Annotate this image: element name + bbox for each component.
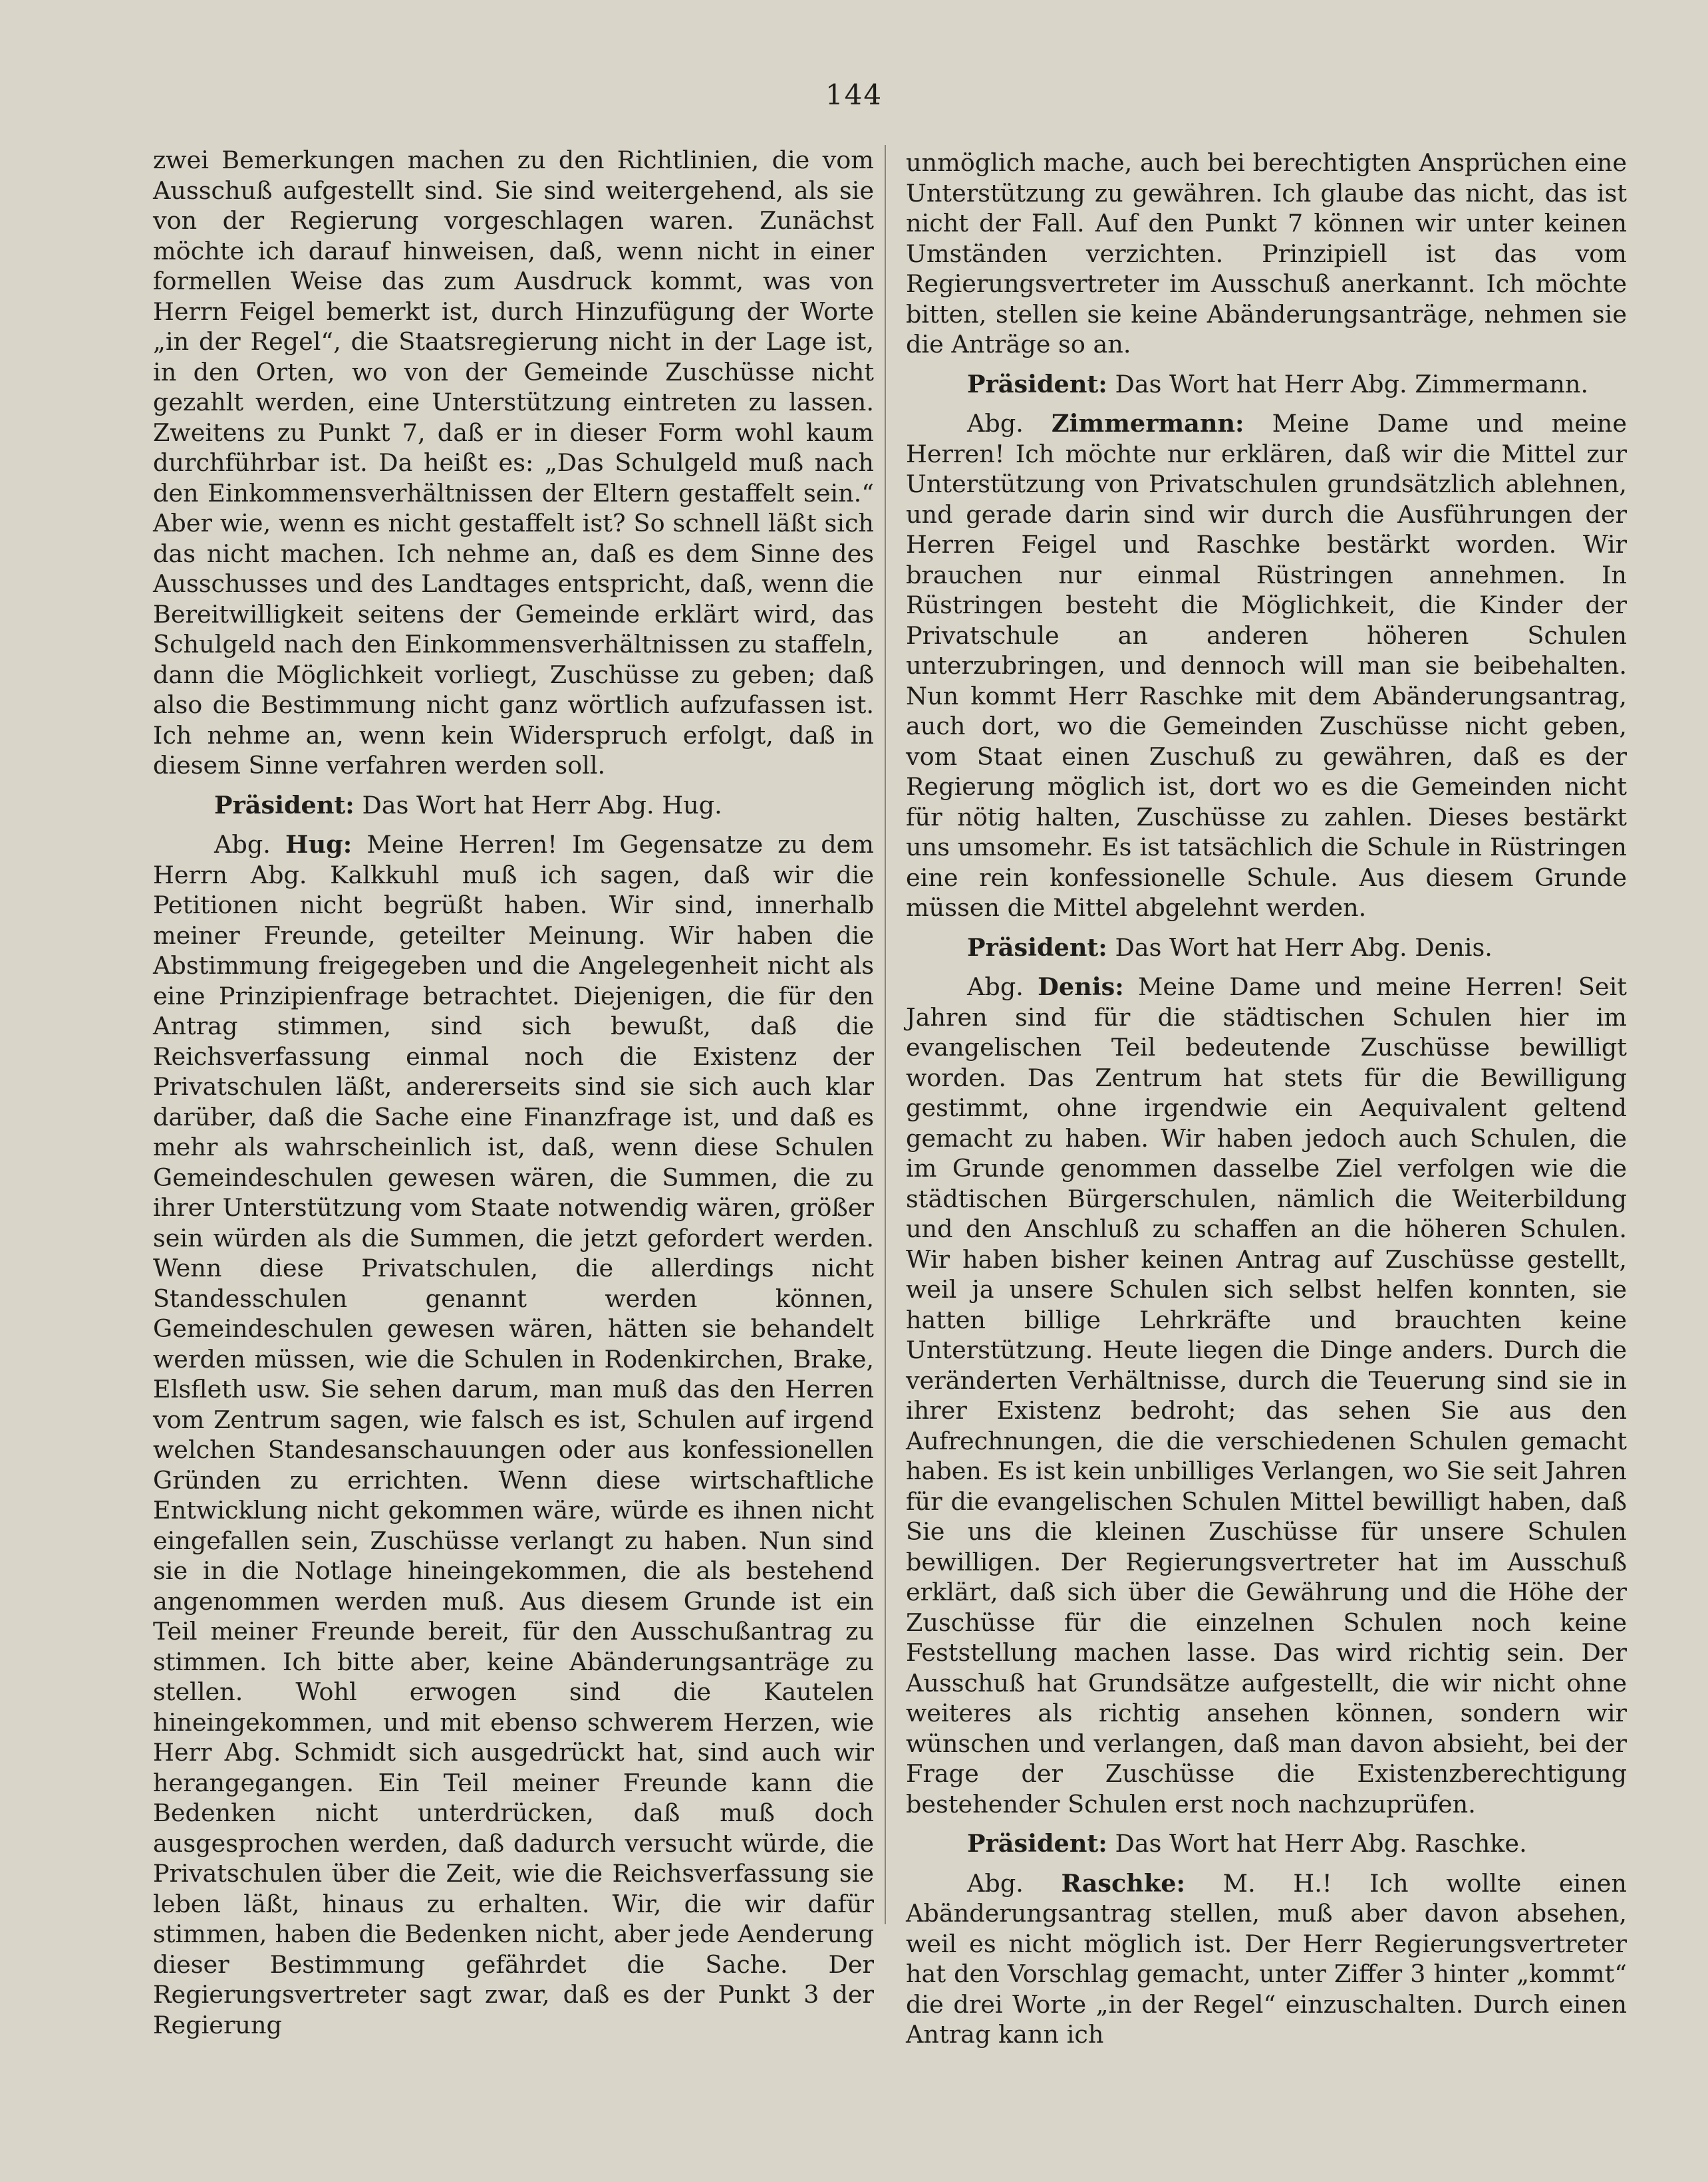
speech-text: Das Wort hat Herr Abg. Denis. (1115, 933, 1493, 962)
speech-heading (906, 933, 1627, 963)
speech-heading (906, 1828, 1627, 1859)
speech-text: Das Wort hat Herr Abg. Raschke. (1115, 1829, 1527, 1858)
speech-text: M. H.! Ich wollte einen Abänderungsantrag stellen, muß aber davon absehen, weil es nicht möglich ist. Der Herr Regierungsvertreter hat den Vorschlag gemacht, unter Ziffer 3 hinter „kommt“ die drei Worte „in der Regel“ einzuschalten. Durch einen Antrag kann ich (906, 1868, 1627, 2049)
abg-prefix: Abg. (967, 1868, 1024, 1898)
left-column (153, 145, 874, 2040)
speech-text: Meine Dame und meine Herren! Ich möchte nur erklären, daß wir die Mittel zur Unterstützung von Privatschulen grundsätzlich ablehnen, und gerade darin sind wir durch die Ausführungen der Herren Feigel und Raschke bestärkt worden. Wir brauchen nur einmal Rüstringen annehmen. In Rüstringen besteht die Möglichkeit, die Kinder der Privatschule an anderen höheren Schulen unterzubringen, und dennoch will man sie beibehalten. Nun kommt Herr Raschke mit dem Abänderungsantrag, auch dort, wo die Gemeinden Zuschüsse nicht geben, vom Staat einen Zuschuß zu gewähren, daß es der Regierung möglich ist, dort wo es die Gemeinden nicht für nötig halten, Zuschüsse zu zahlen. Dieses bestärkt uns umsomehr. Es ist tatsächlich die Schule in Rüstringen eine rein konfessionelle Schule. Aus diesem Grunde müssen die Mittel abgelehnt werden. (906, 409, 1627, 922)
speech-text: Meine Dame und meine Herren! Seit Jahren sind für die städtischen Schulen hier im evangelischen Teil bedeutende Zuschüsse bewilligt worden. Das Zentrum hat stets für die Bewilligung gestimmt, ohne irgendwie ein Aequivalent geltend gemacht zu haben. Wir haben jedoch auch Schulen, die im Grunde genommen dasselbe Ziel verfolgen wie die städtischen Bürgerschulen, nämlich die Weiterbildung und den Anschluß zu schaffen an die höheren Schulen. Wir haben bisher keinen Antrag auf Zuschüsse gestellt, weil ja unsere Schulen sich selbst helfen konnten, sie hatten billige Lehrkräfte und brauchten keine Unterstützung. Heute liegen die Dinge anders. Durch die veränderten Verhältnisse, durch die Teuerung sind sie in ihrer Existenz bedroht; das sehen Sie aus den Aufrechnungen, die die verschiedenen Schulen gemacht haben. Es ist kein unbilliges Verlangen, wo Sie seit Jahren für die evangelischen Schulen Mittel bewilligt haben, daß Sie uns die kleinen Zuschüsse für unsere Schulen bewilligen. Der Regierungsvertreter hat im Ausschuß erklärt, daß sich über die Gewährung und die Höhe der Zuschüsse für die einzelnen Schulen noch keine Feststellung machen lasse. Das wird richtig sein. Der Ausschuß hat Grundsätze aufgestellt, die wir nicht ohne weiteres als richtig ansehen können, sondern wir wünschen und verlangen, daß man davon absieht, bei der Frage der Zuschüsse die Existenzberechtigung bestehender Schulen erst noch nachzuprüfen. (906, 972, 1627, 1818)
speech-text: Das Wort hat Herr Abg. Hug. (362, 790, 722, 819)
abg-prefix: Abg. (967, 409, 1024, 438)
speech-paragraph (906, 408, 1627, 923)
right-column (906, 148, 1627, 2050)
speaker-label: Denis: (1038, 972, 1124, 1001)
abg-prefix: Abg. (214, 830, 271, 859)
paragraph: unmöglich mache, auch bei berechtigten Ansprüchen eine Unterstützung zu gewähren. Ich glaube das nicht, das ist nicht der Fall. Auf den Punkt 7 können wir unter keinen Umständen verzichten. Prinzipiell ist das vom Regierungsvertreter im Ausschuß anerkannt. Ich möchte bitten, stellen sie keine Abänderungsanträge, nehmen sie die Anträge so an. (906, 148, 1627, 359)
speech-paragraph (153, 829, 874, 2040)
speaker-label: Präsident: (967, 369, 1107, 398)
speaker-label: Raschke: (1061, 1868, 1186, 1898)
speaker-label: Hug: (285, 830, 353, 859)
speaker-label: Präsident: (214, 790, 355, 819)
paragraph: zwei Bemerkungen machen zu den Richtlinien, die vom Ausschuß aufgestellt sind. Sie sind weitergehend, als sie von der Regierung vorgeschlagen waren. Zunächst möchte ich darauf hinweisen, daß, wenn nicht in einer formellen Weise das zum Ausdruck kommt, was von Herrn Feigel bemerkt ist, durch Hinzufügung der Worte „in der Regel“, die Staatsregierung nicht in der Lage ist, in den Orten, wo von der Gemeinde Zuschüsse nicht gezahlt werden, eine Unterstützung eintreten zu lassen. Zweitens zu Punkt 7, daß er in dieser Form wohl kaum durchführbar ist. Da heißt es: „Das Schulgeld muß nach den Einkommensverhältnissen der Eltern gestaffelt sein.“ Aber wie, wenn es nicht gestaffelt ist? So schnell läßt sich das nicht machen. Ich nehme an, daß es dem Sinne des Ausschusses und des Landtages entspricht, daß, wenn die Bereitwilligkeit seitens der Gemeinde erklärt wird, das Schulgeld nach den Einkommensverhältnissen zu staffeln, dann die Möglichkeit vorliegt, Zuschüsse zu geben; daß also die Bestimmung nicht ganz wörtlich aufzufassen ist. Ich nehme an, wenn kein Widerspruch erfolgt, daß in diesem Sinne verfahren werden soll. (153, 146, 874, 780)
speech-heading (906, 369, 1627, 400)
speaker-label: Präsident: (967, 933, 1107, 962)
speech-paragraph (906, 972, 1627, 1819)
speaker-label: Präsident: (967, 1829, 1107, 1858)
page-number: 144 (825, 78, 883, 111)
speaker-label: Zimmermann: (1051, 409, 1244, 438)
abg-prefix: Abg. (967, 972, 1024, 1001)
speech-text: Das Wort hat Herr Abg. Zimmermann. (1115, 369, 1589, 398)
column-divider (885, 145, 886, 1924)
speech-paragraph (906, 1868, 1627, 2050)
speech-heading (153, 790, 874, 821)
speech-text: Meine Herren! Im Gegensatze zu dem Herrn Abg. Kalkkuhl muß ich sagen, daß wir die Petitionen nicht begrüßt haben. Wir sind, innerhalb meiner Freunde, geteilter Meinung. Wir haben die Abstimmung freigegeben und die Angelegenheit nicht als eine Prinzipienfrage betrachtet. Diejenigen, die für den Antrag stimmen, sind sich bewußt, daß die Reichsverfassung einmal noch die Existenz der Privatschulen läßt, andererseits sind sie sich auch klar darüber, daß die Sache eine Finanzfrage ist, und daß es mehr als wahrscheinlich ist, daß, wenn diese Schulen Gemeindeschulen gewesen wären, die Summen, die zu ihrer Unterstützung vom Staate notwendig wären, größer sein würden als die Summen, die jetzt gefordert werden. Wenn diese Privatschulen, die allerdings nicht Standesschulen genannt werden können, Gemeindeschulen gewesen wären, hätten sie behandelt werden müssen, wie die Schulen in Rodenkirchen, Brake, Elsfleth usw. Sie sehen darum, man muß das den Herren vom Zentrum sagen, wie falsch es ist, Schulen auf irgend welchen Standesanschauungen oder aus konfessionellen Gründen zu errichten. Wenn diese wirtschaftliche Entwicklung nicht gekommen wäre, würde es ihnen nicht eingefallen sein, Zuschüsse verlangt zu haben. Nun sind sie in die Notlage hineingekommen, die als bestehend angenommen werden muß. Aus diesem Grunde ist ein Teil meiner Freunde bereit, für den Ausschußantrag zu stimmen. Ich bitte aber, keine Abänderungsanträge zu stellen. Wohl erwogen sind die Kautelen hineingekommen, und mit ebenso schwerem Herzen, wie Herr Abg. Schmidt sich ausgedrückt hat, sind auch wir herangegangen. Ein Teil meiner Freunde kann die Bedenken nicht unterdrücken, daß muß doch ausgesprochen werden, daß dadurch versucht würde, die Privatschulen über die Zeit, wie die Reichsverfassung sie leben läßt, hinaus zu erhalten. Wir, die wir dafür stimmen, haben die Bedenken nicht, aber jede Aenderung dieser Bestimmung gefährdet die Sache. Der Regierungsvertreter sagt zwar, daß es der Punkt 3 der Regierung (153, 830, 874, 2039)
